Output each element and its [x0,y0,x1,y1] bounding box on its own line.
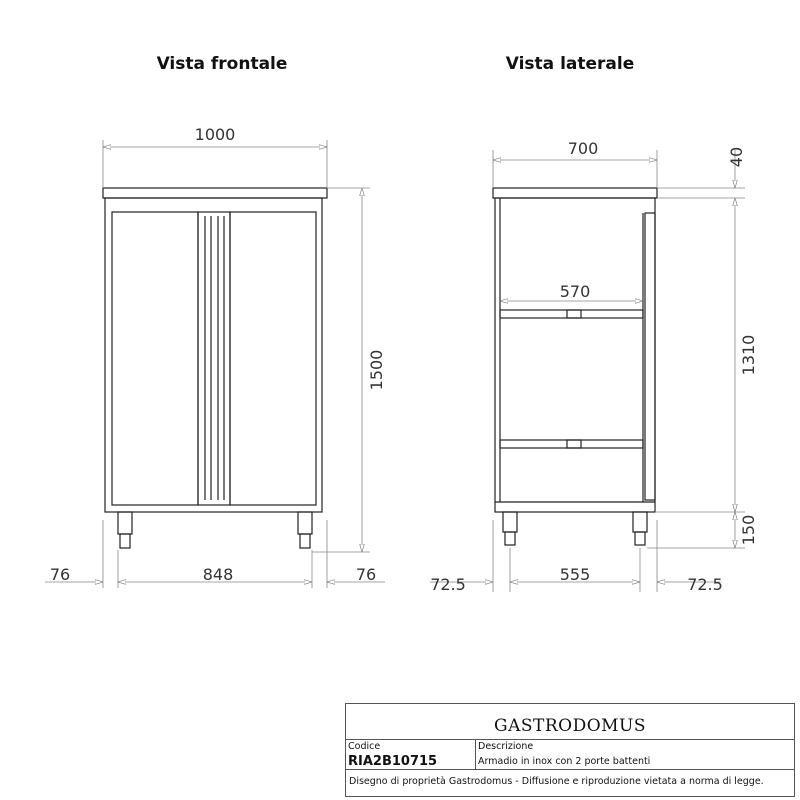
side-view [493,188,657,545]
front-height-label: 1500 [367,349,386,391]
side-left-offset-label: 72.5 [430,575,466,594]
leg-height-label: 150 [739,514,758,546]
description-label: Descrizione [478,741,534,752]
side-leg-span-label: 555 [559,565,591,584]
top-thickness-label: 40 [727,146,746,168]
front-view [103,188,327,548]
front-view-title: Vista frontale [156,54,288,74]
front-dimensions [45,140,385,588]
shelf-width-label: 570 [559,282,591,301]
side-right-offset-label: 72.5 [687,575,723,594]
side-dimensions [430,150,745,592]
description-cell [476,740,652,769]
front-left-offset-label: 76 [49,565,71,584]
body-height-label: 1310 [739,334,758,376]
front-right-offset-label: 76 [355,565,377,584]
side-view-title: Vista laterale [505,54,635,74]
title-block [345,703,795,797]
front-leg-span-label: 848 [202,565,234,584]
code-label: Codice [348,741,381,752]
front-width-label: 1000 [194,125,236,144]
copyright-notice: Disegno di proprietà Gastrodomus - Diffusione e riproduzione vietata a norma di legge. [349,776,764,787]
brand-logo: GASTRODOMUS [346,704,794,740]
code-cell [346,740,476,769]
product-code: RIA2B10715 [348,754,438,769]
side-depth-label: 700 [567,139,599,158]
product-description: Armadio in inox con 2 porte battenti [478,756,651,767]
